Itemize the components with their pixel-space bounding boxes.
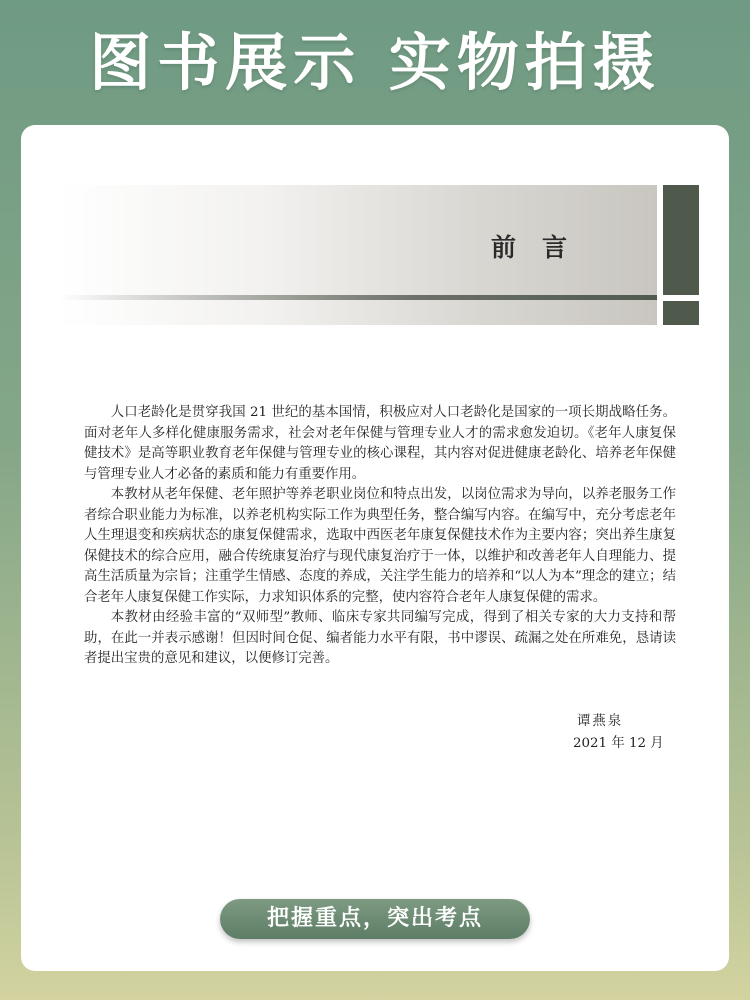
header-accent-block-small <box>663 301 699 325</box>
preface-signature <box>541 711 681 755</box>
book-page-card <box>21 125 729 971</box>
preface-paragraph: 本教材从老年保健、老年照护等养老职业岗位和特点出发，以岗位需求为导向，以养老服务工作者综合职业能力为标准，以养老机构实际工作为典型任务，整合编写内容。在编写中，充分考虑老年人生理退变和疾病状态的康复保健需求，选取中西医老年康复保健技术作为主要内容；突出养生康复保健技术的综合应用，融合传统康复治疗与现代康复治疗于一体，以维护和改善老年人自理能力、提高生活质量为宗旨；注重学生情感、态度的养成，关注学生能力的培养和“以人为本”理念的建立；结合老年人康复保健工作实际，力求知识体系的完整，使内容符合老年人康复保健的需求。 <box>84 487 676 605</box>
preface-title: 前言 <box>491 233 594 262</box>
preface-paragraph: 本教材由经验丰富的“双师型”教师、临床专家共同编写完成，得到了相关专家的大力支持和帮助，在此一并表示感谢！但因时间仓促、编者能力水平有限，书中谬误、疏漏之处在所难免，恳请读者提出宝贵的意见和建议，以便修订完善。 <box>84 610 676 666</box>
preface-body <box>84 403 676 670</box>
preface-date: 2021 年 12 月 <box>573 736 664 751</box>
author-name: 谭燕泉 <box>577 714 624 729</box>
preface-paragraph: 人口老龄化是贯穿我国 21 世纪的基本国情，积极应对人口老龄化是国家的一项长期战略任务。面对老年人多样化健康服务需求，社会对老年保健与管理专业人才的需求愈发迫切。《老年人康复保健技术》是高等职业教育老年保健与管理专业的核心课程，其内容对促进健康老龄化、培养老年保健与管理专业人才必备的素质和能力有重要作用。 <box>84 405 676 482</box>
banner-title: 图书展示 实物拍摄 <box>89 26 661 99</box>
header-divider-line <box>59 295 657 300</box>
slogan-pill: 把握重点，突出考点 <box>220 899 530 939</box>
header-accent-block <box>663 185 699 295</box>
